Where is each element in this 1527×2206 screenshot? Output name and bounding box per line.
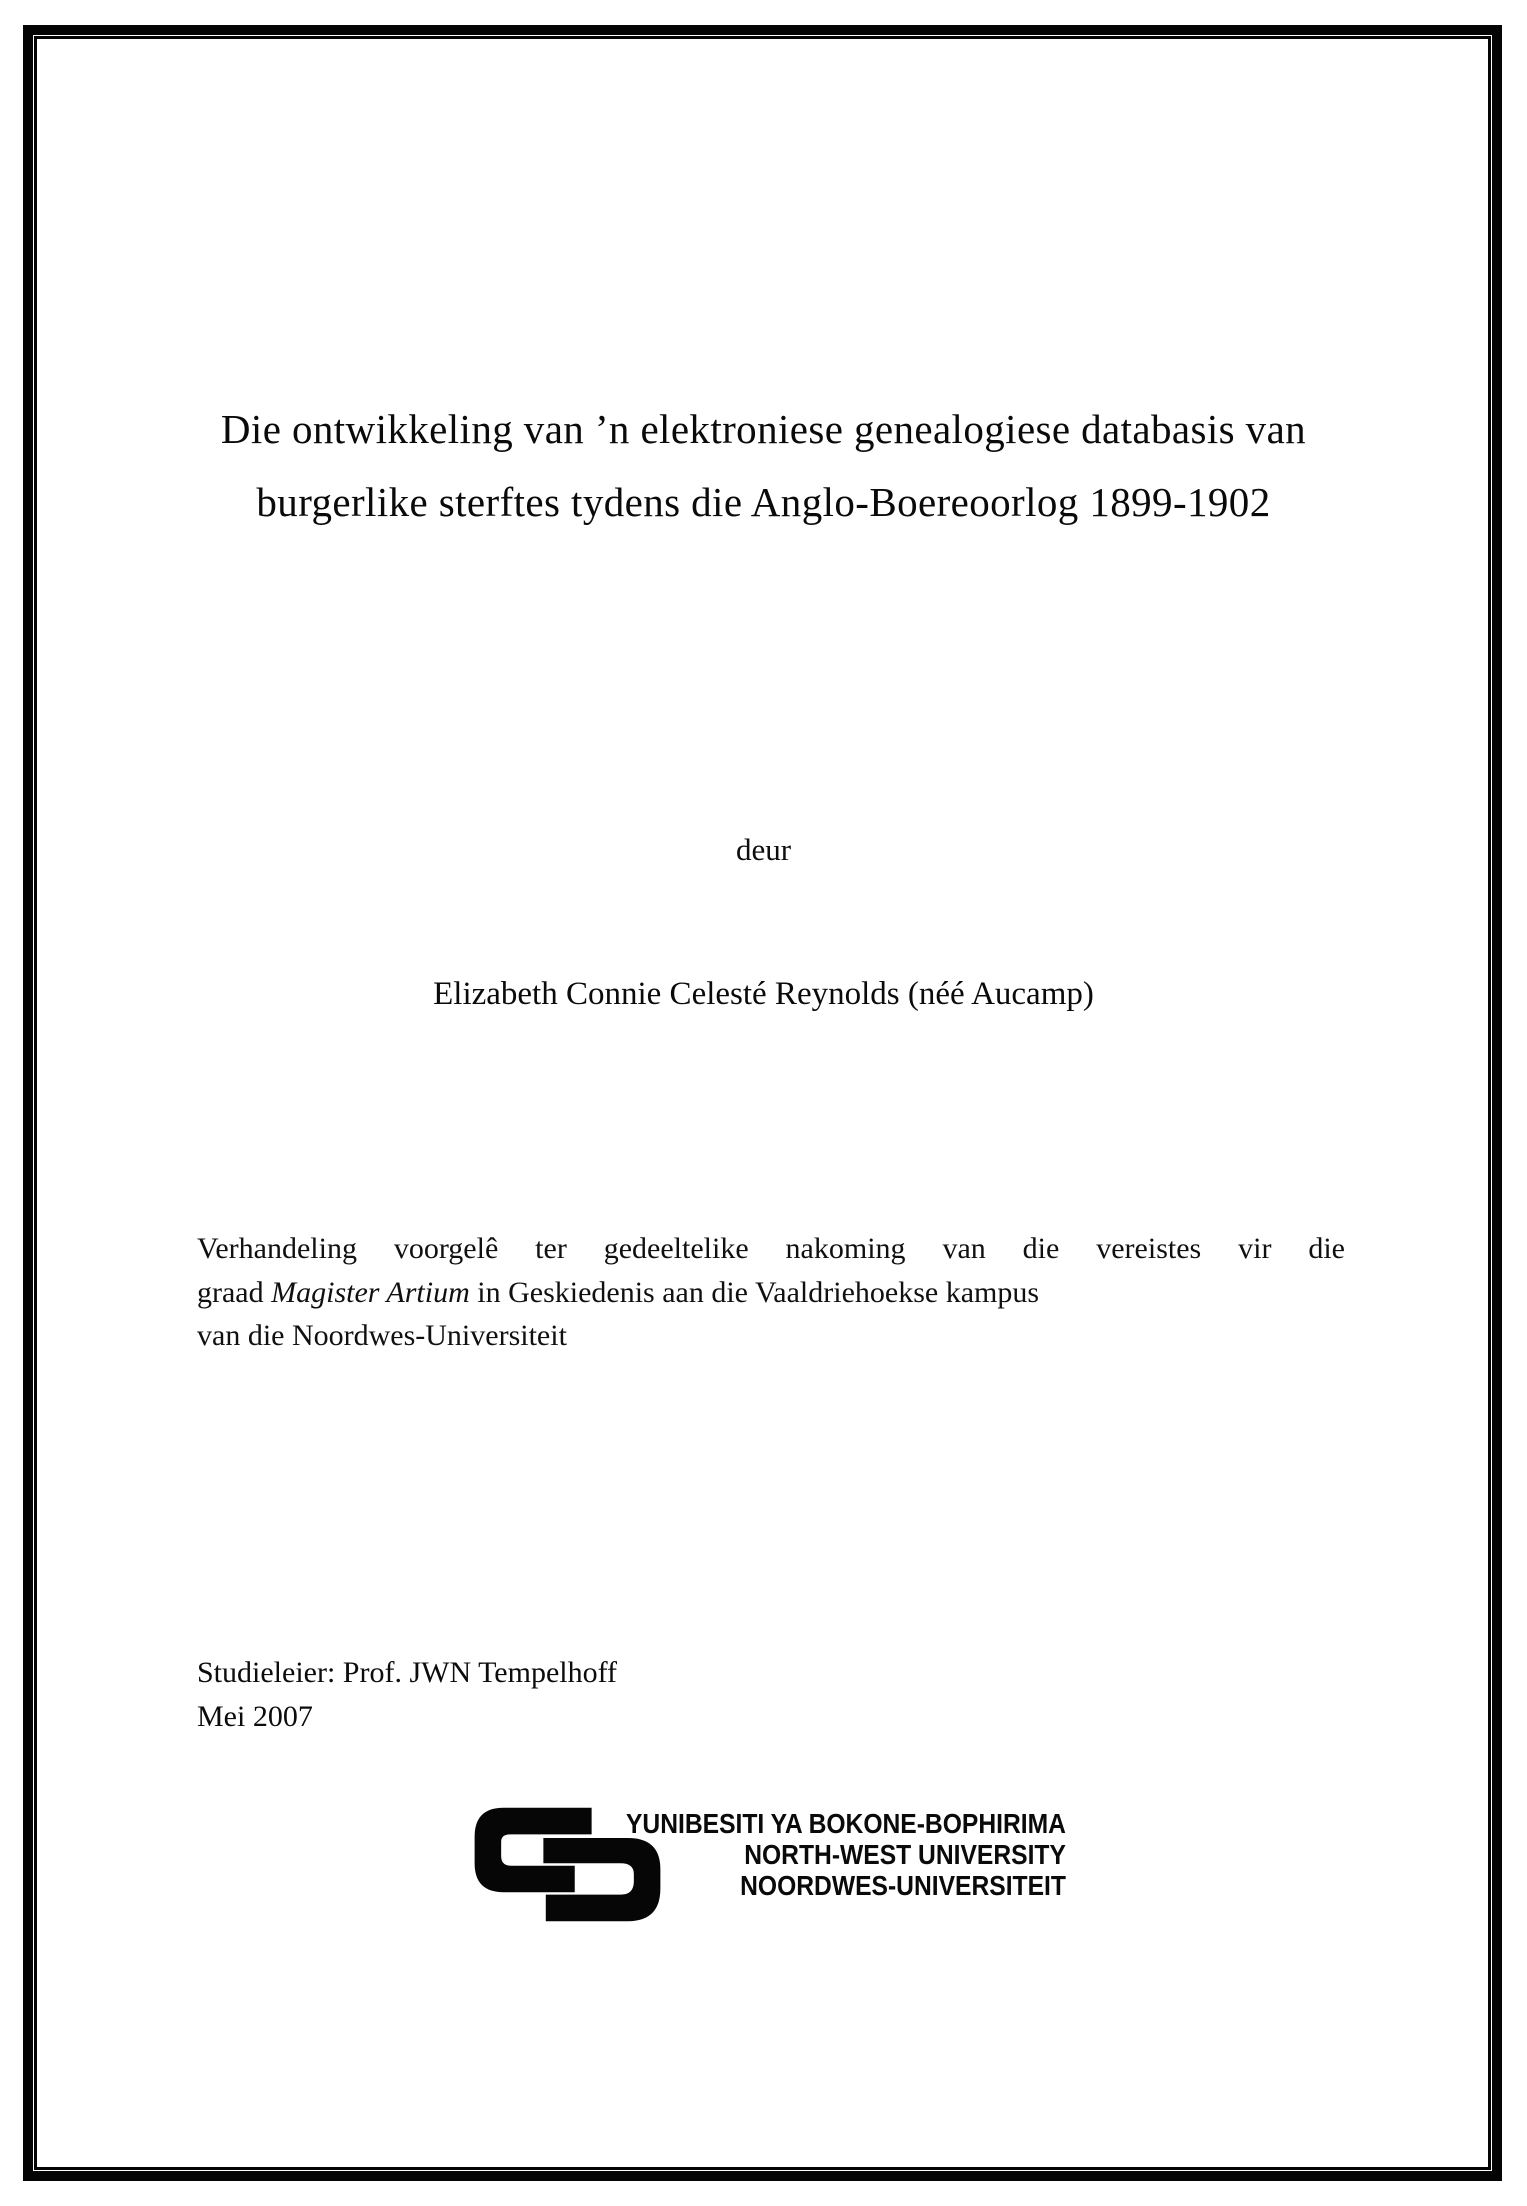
- degree-statement-line-3: van die Noordwes-Universiteit: [197, 1319, 567, 1352]
- supervisor-block: [197, 1651, 617, 1739]
- degree-statement-line-1: Verhandeling voorgelê ter gedeeltelike nakoming van die vereistes vir die: [197, 1232, 1345, 1265]
- thesis-title-line-1: Die ontwikkeling van ’n elektroniese genealogiese databasis van: [220, 406, 1307, 452]
- thesis-title-line-2: burgerlike sterftes tydens die Anglo-Boereoorlog 1899-1902: [256, 479, 1271, 525]
- date-line: Mei 2007: [197, 1700, 313, 1733]
- byline-deur: deur: [735, 832, 792, 867]
- degree-statement: [197, 1227, 1345, 1358]
- university-name-afrikaans: NOORDWES-UNIVERSITEIT: [740, 1870, 1066, 1901]
- university-name-setswana: YUNIBESITI YA BOKONE-BOPHIRIMA: [626, 1808, 1066, 1839]
- degree-statement-line-2-post: in Geskiedenis aan die Vaaldriehoekse kampus: [469, 1275, 1040, 1309]
- degree-statement-line-2-pre: graad: [197, 1275, 272, 1309]
- degree-statement-line-2: [197, 1271, 1345, 1315]
- supervisor-line: Studieleier: Prof. JWN Tempelhoff: [197, 1656, 618, 1689]
- author-name: Elizabeth Connie Celesté Reynolds (néé Aucamp): [433, 976, 1094, 1012]
- thesis-title: [120, 393, 1407, 539]
- degree-name-italic: Magister Artium: [271, 1275, 470, 1309]
- university-name-english: NORTH-WEST UNIVERSITY: [744, 1839, 1066, 1870]
- university-wordmark: [626, 1808, 1066, 1901]
